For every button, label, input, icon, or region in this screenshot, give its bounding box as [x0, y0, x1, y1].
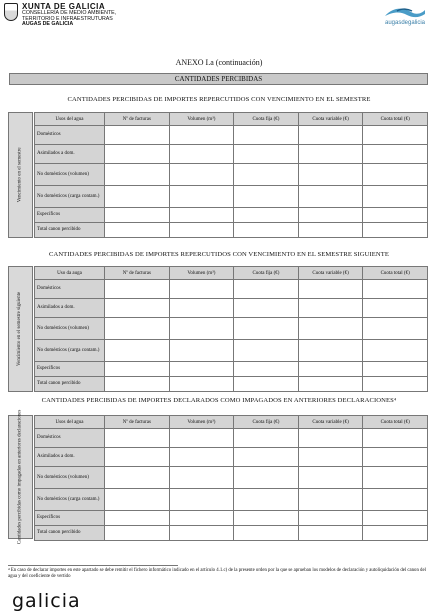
column-header: Cuota total (€) — [363, 416, 428, 429]
row-label: No domésticos (carga contam.) — [35, 340, 105, 362]
input-cell[interactable] — [298, 299, 363, 318]
column-header: Nº de facturas — [105, 416, 170, 429]
input-cell[interactable] — [234, 318, 299, 340]
input-cell[interactable] — [169, 208, 234, 223]
input-cell[interactable] — [298, 467, 363, 489]
table-row — [35, 280, 428, 299]
data-table — [34, 112, 428, 238]
table-row — [35, 429, 428, 448]
input-cell[interactable] — [169, 467, 234, 489]
data-table — [34, 415, 428, 541]
input-cell[interactable] — [234, 429, 299, 448]
footnote-divider — [8, 565, 178, 566]
row-label: No domésticos (carga contam.) — [35, 186, 105, 208]
row-label: Total canon percibido — [35, 223, 105, 238]
input-cell[interactable] — [105, 208, 170, 223]
input-cell[interactable] — [105, 299, 170, 318]
table-header-row — [35, 267, 428, 280]
coat-of-arms-icon — [4, 3, 18, 21]
input-cell[interactable] — [169, 511, 234, 526]
input-cell[interactable] — [234, 208, 299, 223]
row-label: No domésticos (volumen) — [35, 164, 105, 186]
input-cell[interactable] — [363, 362, 428, 377]
section-table-block — [8, 409, 428, 545]
section-table-block — [8, 266, 428, 392]
column-header: Cuota variable (€) — [298, 267, 363, 280]
side-label: Cantidades percibidas como impagadas en anteriores declaraciones — [8, 415, 33, 539]
input-cell[interactable] — [105, 280, 170, 299]
row-label: Asimilados a dom. — [35, 448, 105, 467]
input-cell[interactable] — [169, 164, 234, 186]
input-cell[interactable] — [298, 126, 363, 145]
input-cell[interactable] — [234, 467, 299, 489]
input-cell[interactable] — [105, 164, 170, 186]
row-label: No domésticos (volumen) — [35, 318, 105, 340]
input-cell[interactable] — [363, 429, 428, 448]
row-label: Domésticos — [35, 126, 105, 145]
section-table-block — [8, 112, 428, 238]
table-row — [35, 362, 428, 377]
table-row — [35, 467, 428, 489]
input-cell[interactable] — [105, 126, 170, 145]
input-cell[interactable] — [169, 223, 234, 238]
input-cell[interactable] — [105, 223, 170, 238]
agency-line: AUGAS DE GALICIA — [22, 21, 74, 28]
row-label: No domésticos (carga contam.) — [35, 489, 105, 511]
input-cell[interactable] — [298, 511, 363, 526]
table-header-row — [35, 113, 428, 126]
column-header: Usos del agua — [35, 113, 105, 126]
input-cell[interactable] — [105, 429, 170, 448]
input-cell[interactable] — [234, 340, 299, 362]
input-cell[interactable] — [169, 448, 234, 467]
column-header: Volumen (m³) — [169, 416, 234, 429]
side-label: Vencimiento en el semestre siguiente — [8, 266, 33, 392]
input-cell[interactable] — [298, 377, 363, 392]
table-row — [35, 223, 428, 238]
input-cell[interactable] — [105, 511, 170, 526]
input-cell[interactable] — [234, 526, 299, 541]
table-row — [35, 164, 428, 186]
input-cell[interactable] — [298, 164, 363, 186]
row-label: Domésticos — [35, 280, 105, 299]
input-cell[interactable] — [298, 280, 363, 299]
input-cell[interactable] — [169, 126, 234, 145]
row-label: No domésticos (volumen) — [35, 467, 105, 489]
input-cell[interactable] — [298, 362, 363, 377]
row-label: Domésticos — [35, 429, 105, 448]
column-header: Usos del agua — [35, 416, 105, 429]
row-label: Asimilados a dom. — [35, 145, 105, 164]
input-cell[interactable] — [169, 318, 234, 340]
column-header: Uso da auga — [35, 267, 105, 280]
input-cell[interactable] — [234, 299, 299, 318]
org-name: XUNTA DE GALICIA — [22, 2, 106, 11]
document-title: ANEXO I.a (continuación) — [175, 58, 263, 67]
section-title: CANTIDADES PERCIBIDAS DE IMPORTES DECLARADOS COMO IMPAGADOS EN ANTERIORES DECLARACIONES⁴ — [41, 397, 397, 404]
row-label: Específicos — [35, 208, 105, 223]
input-cell[interactable] — [298, 340, 363, 362]
input-cell[interactable] — [298, 223, 363, 238]
table-row — [35, 299, 428, 318]
input-cell[interactable] — [363, 299, 428, 318]
row-label: Específicos — [35, 511, 105, 526]
table-row — [35, 511, 428, 526]
galicia-brand-logo: galicia — [12, 590, 81, 612]
input-cell[interactable] — [169, 489, 234, 511]
column-header: Nº de facturas — [105, 113, 170, 126]
input-cell[interactable] — [234, 489, 299, 511]
org-text — [22, 3, 116, 28]
table-row — [35, 377, 428, 392]
data-table — [34, 266, 428, 392]
table-row — [35, 448, 428, 467]
input-cell[interactable] — [234, 511, 299, 526]
table-row — [35, 318, 428, 340]
input-cell[interactable] — [234, 126, 299, 145]
input-cell[interactable] — [234, 145, 299, 164]
input-cell[interactable] — [169, 526, 234, 541]
wave-logo-icon — [383, 5, 427, 19]
input-cell[interactable] — [363, 340, 428, 362]
column-header: Cuota total (€) — [363, 113, 428, 126]
input-cell[interactable] — [105, 186, 170, 208]
input-cell[interactable] — [363, 467, 428, 489]
input-cell[interactable] — [363, 186, 428, 208]
section-banner: CANTIDADES PERCIBIDAS — [9, 73, 428, 85]
input-cell[interactable] — [234, 164, 299, 186]
input-cell[interactable] — [169, 377, 234, 392]
input-cell[interactable] — [234, 448, 299, 467]
table-row — [35, 145, 428, 164]
input-cell[interactable] — [169, 145, 234, 164]
input-cell[interactable] — [363, 164, 428, 186]
input-cell[interactable] — [105, 377, 170, 392]
input-cell[interactable] — [298, 429, 363, 448]
section-title: CANTIDADES PERCIBIDAS DE IMPORTES REPERCUTIDOS CON VENCIMIENTO EN EL SEMESTRE SIGUIENTE — [48, 251, 390, 258]
input-cell[interactable] — [363, 126, 428, 145]
column-header: Cuota fija (€) — [234, 113, 299, 126]
input-cell[interactable] — [234, 362, 299, 377]
dept-line: TERRITORIO E INFRAESTRUTURAS — [22, 15, 113, 22]
input-cell[interactable] — [298, 318, 363, 340]
column-header: Nº de facturas — [105, 267, 170, 280]
row-label: Total canon percibido — [35, 526, 105, 541]
column-header: Cuota total (€) — [363, 267, 428, 280]
section-title: CANTIDADES PERCIBIDAS DE IMPORTES REPERCUTIDOS CON VENCIMIENTO EN EL SEMESTRE — [67, 96, 371, 103]
input-cell[interactable] — [169, 340, 234, 362]
table-row — [35, 526, 428, 541]
input-cell[interactable] — [363, 511, 428, 526]
input-cell[interactable] — [363, 489, 428, 511]
table-row — [35, 340, 428, 362]
augas-logo-text: augasdegalicia — [384, 20, 426, 26]
input-cell[interactable] — [234, 223, 299, 238]
table-row — [35, 489, 428, 511]
table-row — [35, 208, 428, 223]
input-cell[interactable] — [234, 377, 299, 392]
input-cell[interactable] — [169, 299, 234, 318]
footnote: ⁴ En caso de declarar importes en este apartado se debe remitir el fichero informático indicado en el artículo 4.1.c) de la presente orden por la que se aprueban los modelos de declaración y autoliquidación del canon del agua y del coeficiente de vertido — [8, 568, 426, 580]
column-header: Cuota fija (€) — [234, 267, 299, 280]
row-label: Asimilados a dom. — [35, 299, 105, 318]
input-cell[interactable] — [105, 448, 170, 467]
input-cell[interactable] — [105, 526, 170, 541]
row-label: Total canon percibido — [35, 377, 105, 392]
input-cell[interactable] — [169, 362, 234, 377]
input-cell[interactable] — [234, 280, 299, 299]
input-cell[interactable] — [298, 186, 363, 208]
xunta-header — [4, 3, 116, 28]
augas-logo — [379, 5, 431, 26]
input-cell[interactable] — [363, 280, 428, 299]
column-header: Volumen (m³) — [169, 267, 234, 280]
input-cell[interactable] — [363, 145, 428, 164]
input-cell[interactable] — [105, 145, 170, 164]
column-header: Cuota variable (€) — [298, 113, 363, 126]
row-label: Específicos — [35, 362, 105, 377]
input-cell[interactable] — [298, 208, 363, 223]
input-cell[interactable] — [105, 489, 170, 511]
input-cell[interactable] — [298, 448, 363, 467]
input-cell[interactable] — [169, 186, 234, 208]
table-row — [35, 186, 428, 208]
input-cell[interactable] — [363, 318, 428, 340]
input-cell[interactable] — [298, 526, 363, 541]
table-header-row — [35, 416, 428, 429]
dept-line: CONSELLERÍA DE MEDIO AMBIENTE, — [22, 10, 117, 17]
table-row — [35, 126, 428, 145]
input-cell[interactable] — [169, 280, 234, 299]
column-header: Volumen (m³) — [169, 113, 234, 126]
column-header: Cuota fija (€) — [234, 416, 299, 429]
input-cell[interactable] — [363, 377, 428, 392]
input-cell[interactable] — [234, 186, 299, 208]
input-cell[interactable] — [105, 362, 170, 377]
input-cell[interactable] — [105, 467, 170, 489]
input-cell[interactable] — [298, 489, 363, 511]
input-cell[interactable] — [363, 448, 428, 467]
input-cell[interactable] — [363, 223, 428, 238]
input-cell[interactable] — [363, 526, 428, 541]
input-cell[interactable] — [169, 429, 234, 448]
input-cell[interactable] — [298, 145, 363, 164]
side-label: Vencimiento en el semestre — [8, 112, 33, 238]
column-header: Cuota variable (€) — [298, 416, 363, 429]
input-cell[interactable] — [105, 340, 170, 362]
input-cell[interactable] — [363, 208, 428, 223]
input-cell[interactable] — [105, 318, 170, 340]
